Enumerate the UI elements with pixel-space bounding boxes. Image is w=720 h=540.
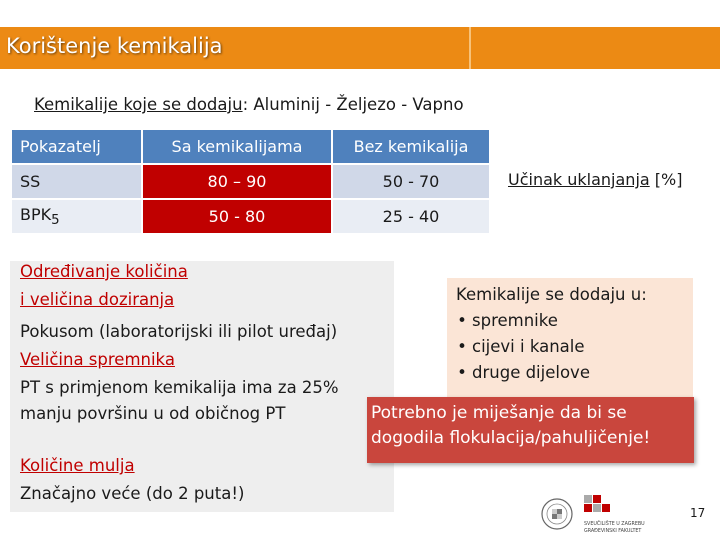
removal-effect-label [508, 170, 682, 189]
row-indicator-text: SS [20, 172, 41, 191]
row-without-value: 25 - 40 [333, 200, 489, 233]
header-with-chemicals: Sa kemikalijama [143, 130, 331, 163]
callout-line2: dogodila flokulacija/pahuljičenje! [371, 428, 651, 448]
row-with-value: 80 – 90 [143, 165, 331, 198]
table-row [12, 165, 489, 198]
subtitle-label: Kemikalije koje se dodaju [34, 95, 243, 114]
row-indicator-text: BPK [20, 204, 52, 224]
list-item: • cijevi i kanale [452, 334, 590, 360]
removal-table [10, 128, 491, 235]
row-indicator [12, 200, 141, 233]
subtitle-value: : Aluminij - Željezo - Vapno [242, 95, 464, 114]
table-row [12, 200, 489, 233]
logo-text-university: SVEUČILIŠTE U ZAGREBU [584, 522, 645, 527]
page-number: 17 [690, 506, 706, 520]
title-bar-divider [469, 27, 471, 69]
tank-size-text-line2: manju površinu u od običnog PT [20, 404, 286, 423]
dosing-locations-list [452, 308, 590, 386]
tank-size-text-line1: PT s primjenom kemikalija ima za 25% [20, 378, 339, 397]
sludge-text: Značajno veće (do 2 puta!) [20, 484, 245, 503]
removal-effect-text: Učinak uklanjanja [508, 170, 650, 189]
table-header-row [12, 130, 489, 163]
header-without-chemicals: Bez kemikalija [333, 130, 489, 163]
removal-effect-unit: [%] [649, 170, 683, 189]
row-indicator [12, 165, 141, 198]
callout-line1: Potrebno je miješanje da bi se [371, 403, 627, 423]
header-indicator: Pokazatelj [12, 130, 141, 163]
page-title: Korištenje kemikalija [6, 34, 223, 58]
subtitle [34, 95, 464, 114]
list-item: • druge dijelove [452, 360, 590, 386]
row-with-value: 50 - 80 [143, 200, 331, 233]
logo-text-faculty: GRAĐEVINSKI FAKULTET [584, 529, 642, 534]
row-without-value: 50 - 70 [333, 165, 489, 198]
dosing-heading-line1: Određivanje količina [20, 262, 188, 281]
dosing-locations-title: Kemikalije se dodaju u: [456, 285, 647, 304]
dosing-heading-line2: i veličina doziranja [20, 290, 175, 309]
mixing-callout [367, 397, 694, 463]
dosing-text: Pokusom (laboratorijski ili pilot uređaj) [20, 322, 338, 341]
sludge-heading: Količine mulja [20, 456, 135, 475]
row-indicator-subscript: 5 [51, 213, 60, 229]
tank-size-heading: Veličina spremnika [20, 350, 175, 369]
university-logo [540, 492, 688, 536]
list-item: • spremnike [452, 308, 590, 334]
